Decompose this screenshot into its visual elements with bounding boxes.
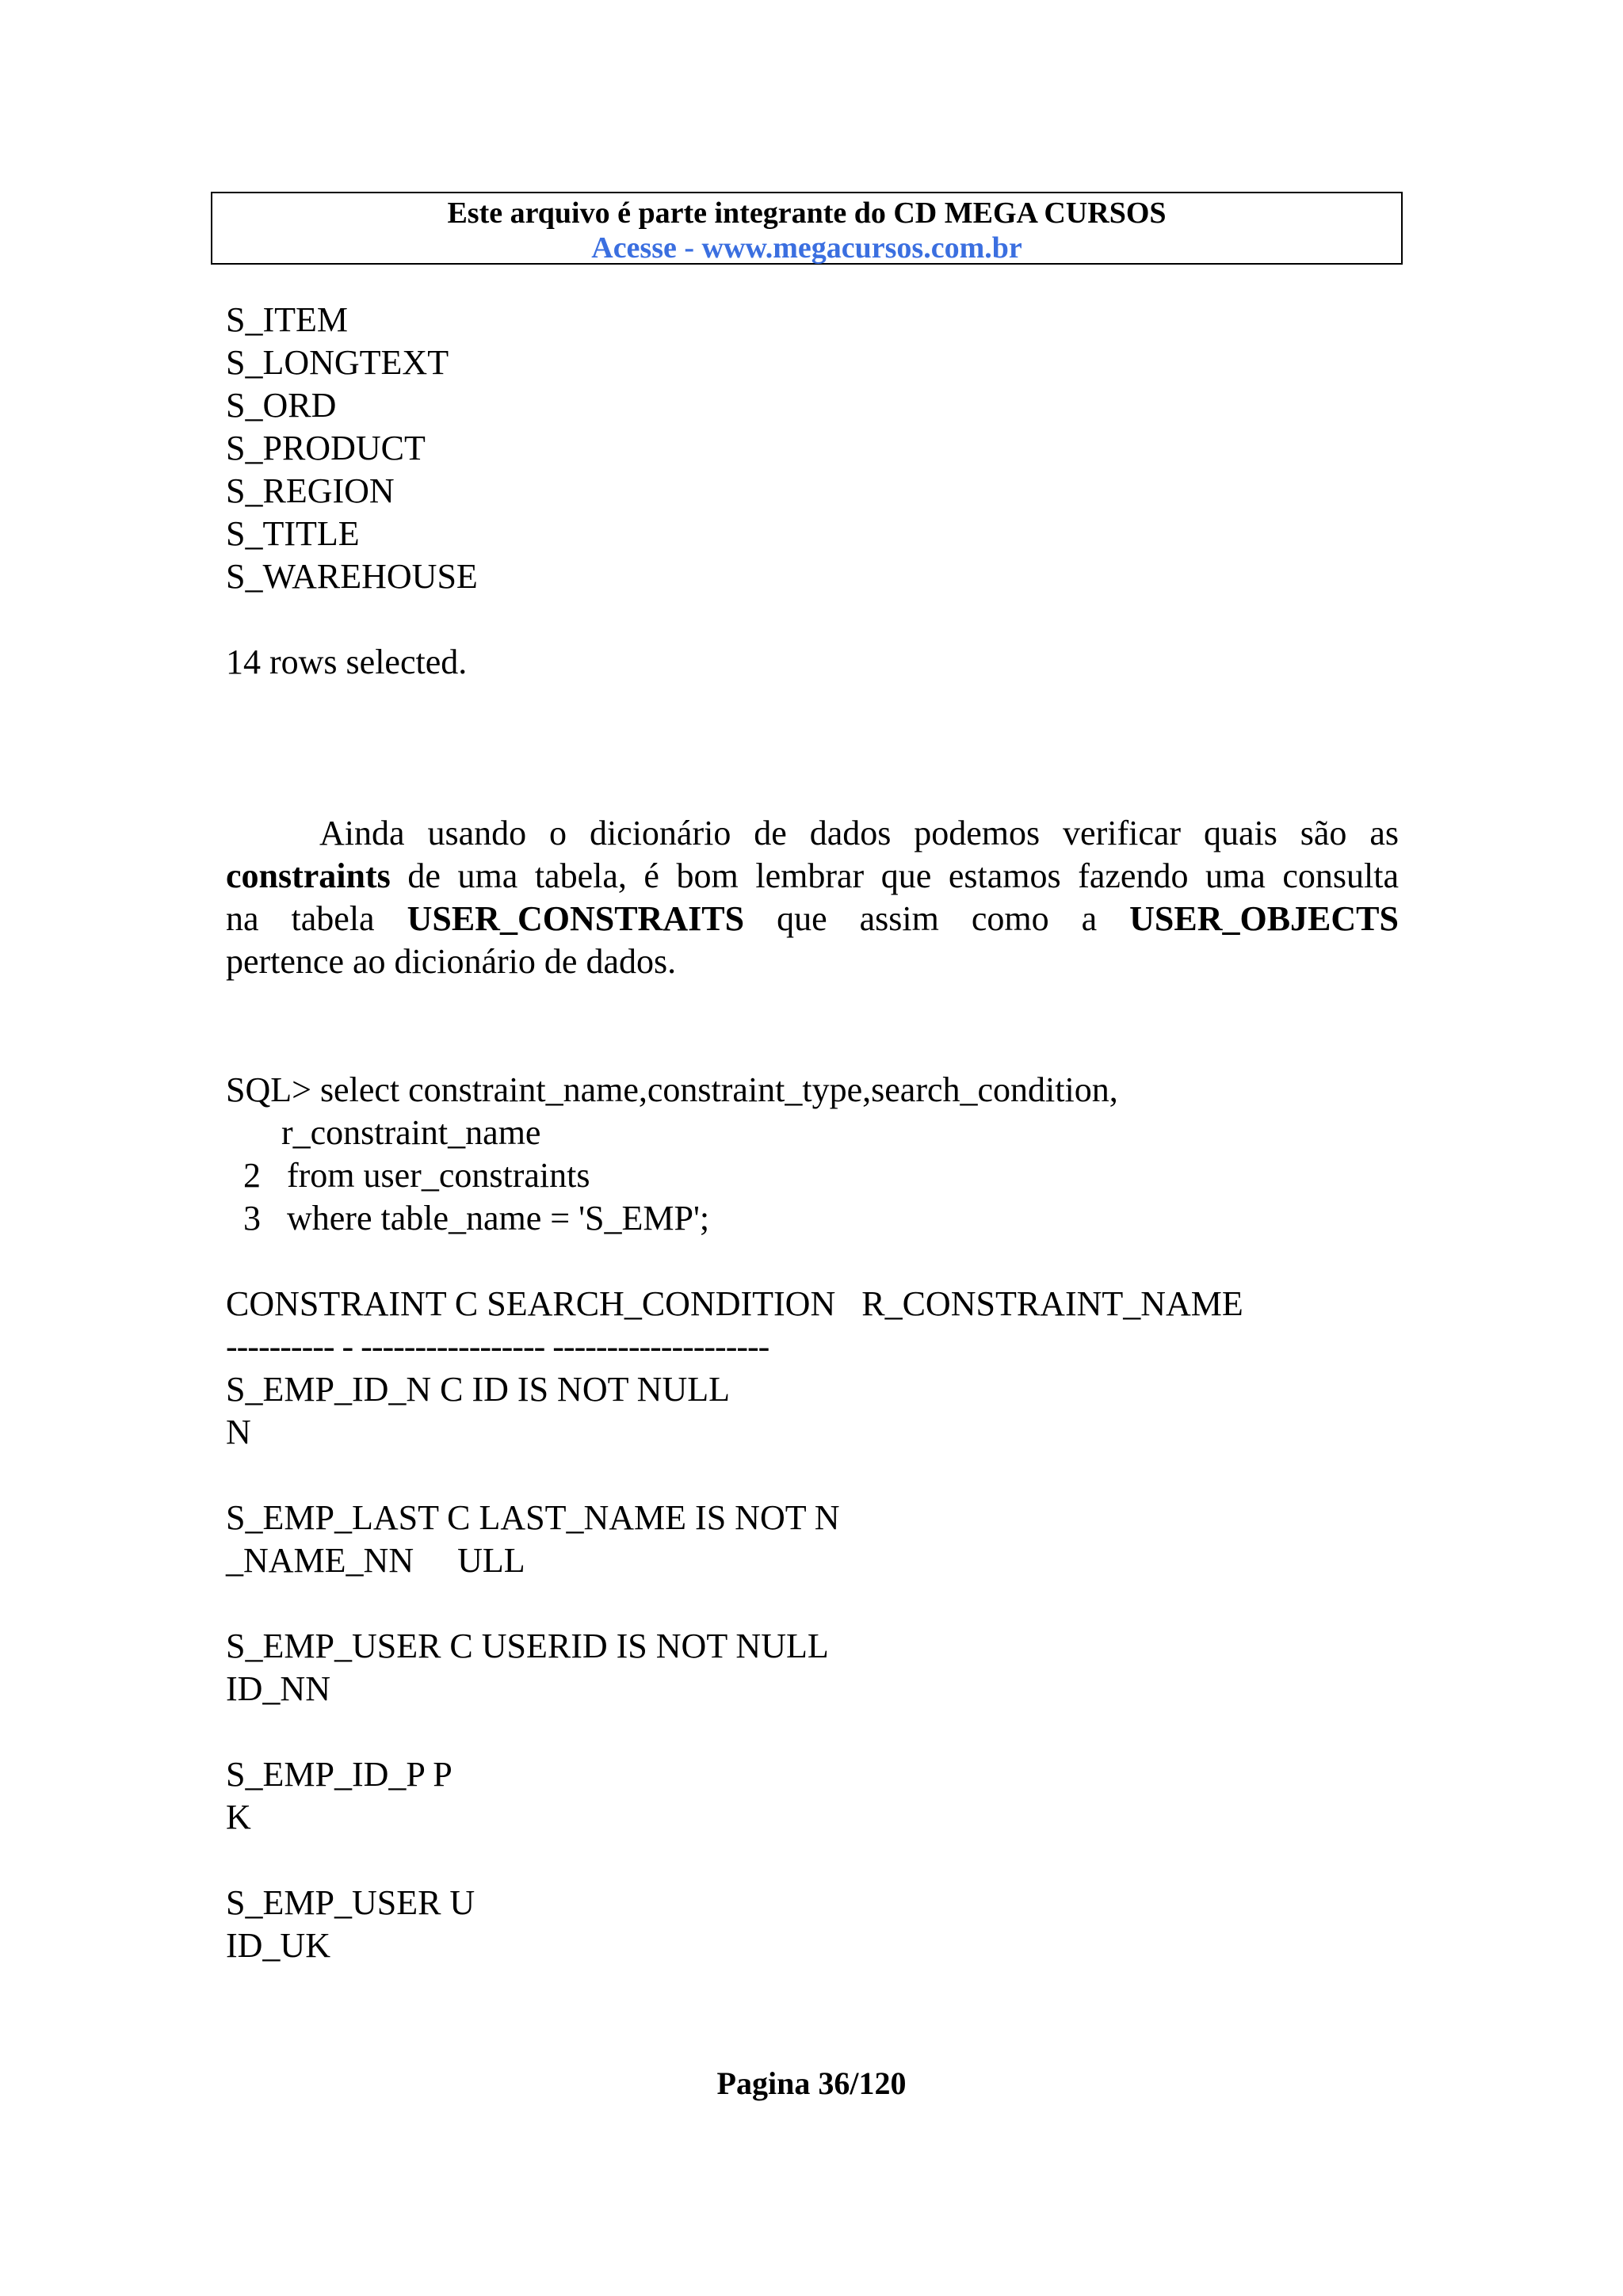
sql-line: r_constraint_name <box>281 1113 541 1152</box>
sql-line: 3 where table_name = 'S_EMP'; <box>226 1199 710 1238</box>
result-row-cont: ID_NN <box>226 1669 330 1708</box>
result-row-cont: _NAME_NN ULL <box>226 1541 525 1580</box>
sql-line: 2 from user_constraints <box>226 1156 590 1195</box>
result-row-cont: K <box>226 1798 251 1836</box>
header-link[interactable]: Acesse - www.megacursos.com.br <box>591 231 1022 265</box>
bold-term: constraints <box>226 856 391 895</box>
paragraph-line: na tabela USER_CONSTRAITS que assim como a USER_OBJECTS <box>226 899 1399 938</box>
bold-term: USER_OBJECTS <box>1129 899 1399 938</box>
paragraph-line: Ainda usando o dicionário de dados podemos verificar quais são as <box>319 814 1399 852</box>
table-list-item: S_ITEM <box>226 300 348 339</box>
bold-term: USER_CONSTRAITS <box>407 899 745 938</box>
header-title: Este arquivo é parte integrante do CD MEGA CURSOS <box>447 196 1167 230</box>
paragraph-line: constraints de uma tabela, é bom lembrar que estamos fazendo uma consulta <box>226 856 1399 895</box>
result-separator: ---------- - ----------------- -------------------- <box>226 1327 769 1366</box>
table-list-item: S_ORD <box>226 386 337 425</box>
result-row: S_EMP_ID_N C ID IS NOT NULL <box>226 1370 730 1409</box>
sql-line: SQL> select constraint_name,constraint_type,search_condition, <box>226 1070 1118 1109</box>
result-row-cont: ID_UK <box>226 1926 330 1965</box>
page-number: Pagina 36/120 <box>716 2065 907 2101</box>
table-list-item: S_WAREHOUSE <box>226 557 478 596</box>
result-row: S_EMP_USER C USERID IS NOT NULL <box>226 1627 829 1665</box>
rows-selected-text: 14 rows selected. <box>226 643 468 681</box>
result-row-cont: N <box>226 1413 251 1451</box>
header-box <box>211 192 1403 265</box>
body-paragraph <box>226 812 1399 983</box>
result-row: S_EMP_ID_P P <box>226 1755 453 1794</box>
table-list-item: S_LONGTEXT <box>226 343 449 382</box>
result-row: S_EMP_LAST C LAST_NAME IS NOT N <box>226 1498 840 1537</box>
paragraph-line: pertence ao dicionário de dados. <box>226 942 677 981</box>
table-list-item: S_PRODUCT <box>226 429 426 467</box>
result-header: CONSTRAINT C SEARCH_CONDITION R_CONSTRAINT_NAME <box>226 1284 1243 1323</box>
table-list-item: S_TITLE <box>226 514 360 553</box>
table-list-item: S_REGION <box>226 471 395 510</box>
result-row: S_EMP_USER U <box>226 1883 475 1922</box>
